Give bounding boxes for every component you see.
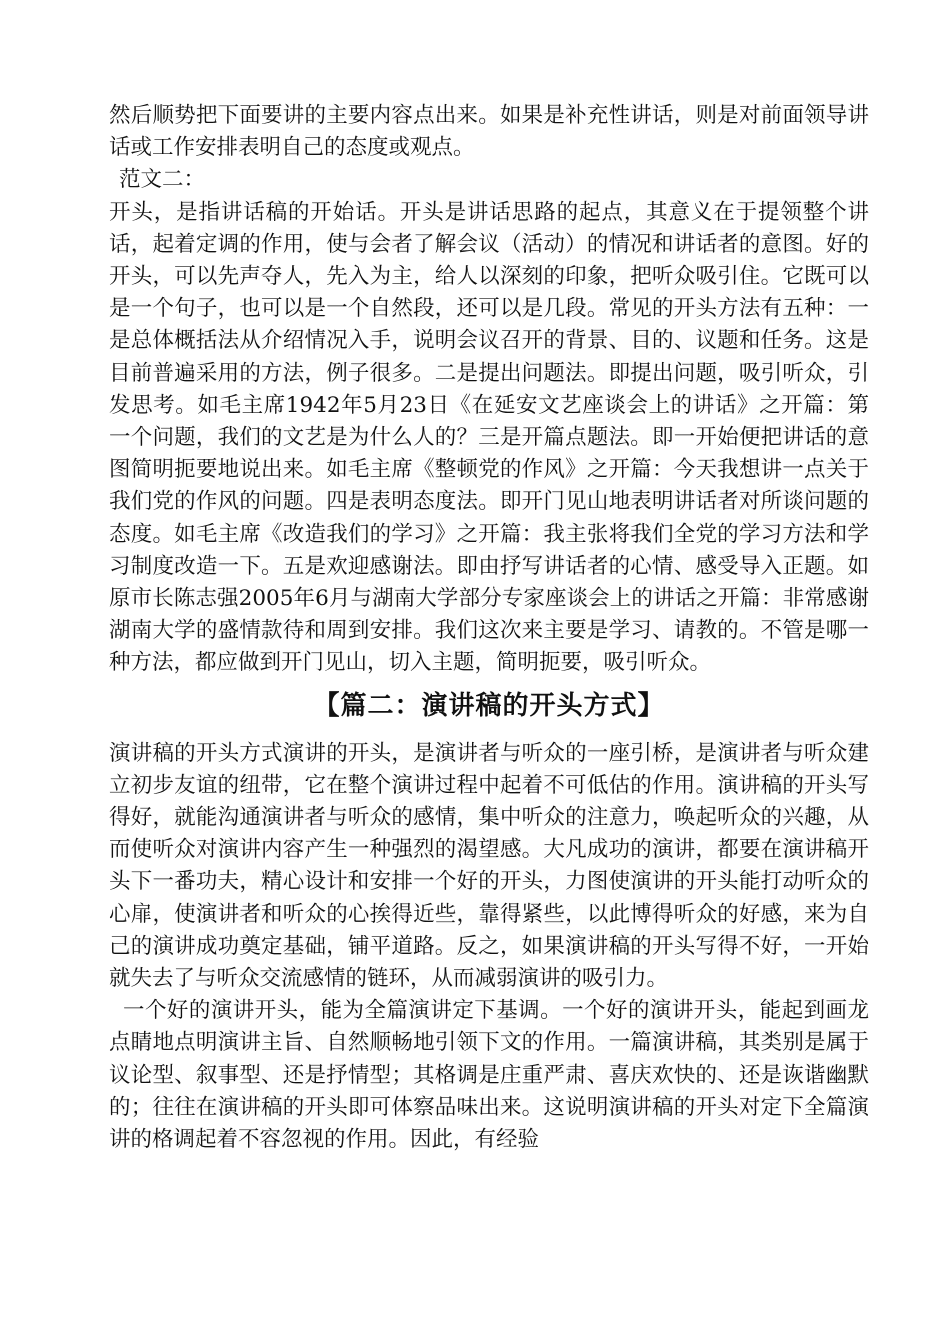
paragraph-section-two: 一个好的演讲开头，能为全篇演讲定下基调。一个好的演讲开头，能起到画龙点睛地点明演讲主旨、自然顺畅地引领下文的作用。一篇演讲稿，其类别是属于议论型、叙事型、还是抒情型；其格调是庄重严肃、喜庆欢快的、还是诙谐幽默的；往往在演讲稿的开头即可体察品味出来。这说明演讲稿的开头对定下全篇演讲的格调起着不容忽视的作用。因此，有经验 <box>109 998 869 1153</box>
paragraph-example-two: 开头，是指讲话稿的开始话。开头是讲话思路的起点，其意义在于提领整个讲话，起着定调的作用，使与会者了解会议（活动）的情况和讲话者的意图。好的开头，可以先声夺人，先入为主，给人以深刻的印象，把听众吸引住。它既可以是一个句子，也可以是一个自然段，还可以是几段。常见的开头方法有五种：一是总体概括法从介绍情况入手，说明会议召开的背景、目的、议题和任务。这是目前普遍采用的方法，例子很多。二是提出问题法。即提出问题，吸引听众，引发思考。如毛主席1942年5月23日《在延安文艺座谈会上的讲话》之开篇：第一个问题，我们的文艺是为什么人的？三是开篇点题法。即一开始便把讲话的意图简明扼要地说出来。如毛主席《整顿党的作风》之开篇：今天我想讲一点关于我们党的作风的问题。四是表明态度法。即开门见山地表明讲话者对所谈问题的态度。如毛主席《改造我们的学习》之开篇：我主张将我们全党的学习方法和学习制度改造一下。五是欢迎感谢法。即由抒写讲话者的心情、感受导入正题。如原市长陈志强2005年6月与湖南大学部分专家座谈会上的讲话之开篇：非常感谢湖南大学的盛情款待和周到安排。我们这次来主要是学习、请教的。不管是哪一种方法，都应做到开门见山，切入主题，简明扼要，吸引听众。 <box>109 199 869 676</box>
paragraph-continuation: 然后顺势把下面要讲的主要内容点出来。如果是补充性讲话，则是对前面领导讲话或工作安排表明自己的态度或观点。 <box>109 103 869 161</box>
section-heading: 【篇二：演讲稿的开头方式】 <box>313 690 665 721</box>
paragraph-section-one: 演讲稿的开头方式演讲的开头，是演讲者与听众的一座引桥，是演讲者与听众建立初步友谊的纽带，它在整个演讲过程中起着不可低估的作用。演讲稿的开头写得好，就能沟通演讲者与听众的感情，集中听众的注意力，唤起听众的兴趣，从而使听众对演讲内容产生一种强烈的渴望感。大凡成功的演讲，都要在演讲稿开头下一番功夫，精心设计和安排一个好的开头，力图使演讲的开头能打动听众的心扉，使演讲者和听众的心挨得近些，靠得紧些，以此博得听众的好感，来为自己的演讲成功奠定基础，铺平道路。反之，如果演讲稿的开头写得不好，一开始就失去了与听众交流感情的链环，从而减弱演讲的吸引力。 <box>109 740 869 992</box>
document-page <box>109 100 869 1156</box>
example-label: 范文二： <box>119 167 206 193</box>
